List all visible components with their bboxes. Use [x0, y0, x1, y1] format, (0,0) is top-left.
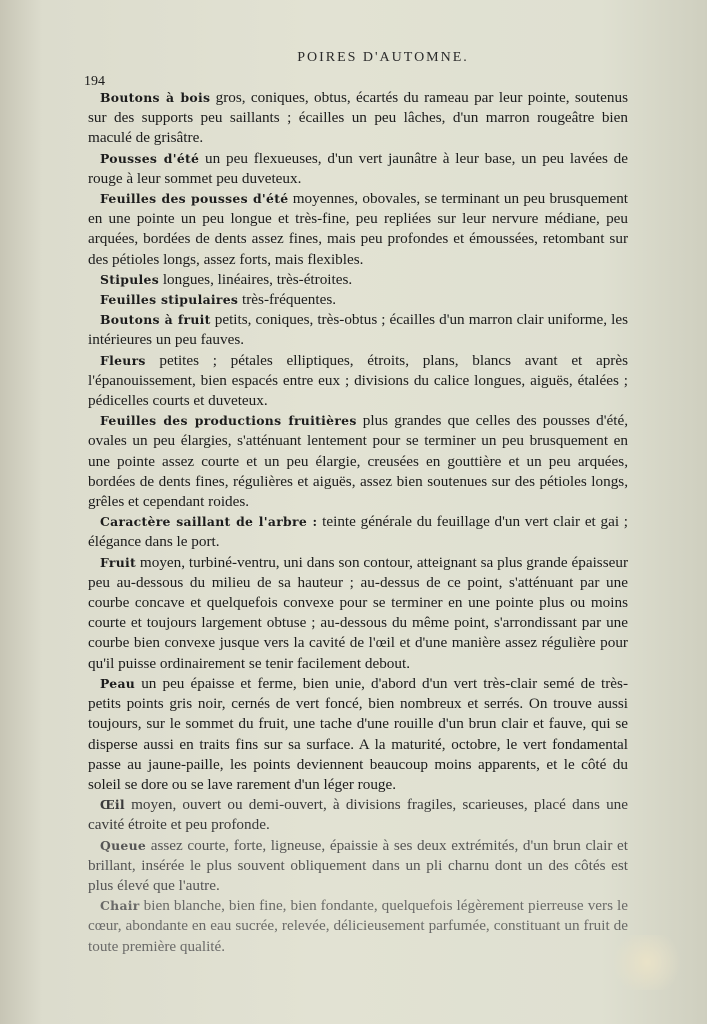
entry-text: moyennes, obovales, se terminant un peu brusquement en une pointe un peu longue et très-fine, peu repliées sur leur nervure médiane, peu arquées, bordées de dents assez fines, mais peu profondes et émoussées, retombant sur des pétioles longs, assez forts, mais flexibles. — [88, 190, 629, 268]
entry-term: Fleurs — [100, 352, 146, 368]
entry-text: moyen, turbiné-ventru, uni dans son contour, atteignant sa plus grande épaisseur peu au-dessous du milieu de sa hauteur ; au-dessus de ce point, s'atténuant par une courbe concave et quelquefois convexe pour se terminer en une pointe plus ou moins courte et toujours largement obtuse ; au-dessous du même point, s'arrondissant par une courbe bien convexe jusque vers la cavité de l'œil et d'une manière assez régulière pour qu'il puisse ordinairement se tenir facilement debout. — [88, 553, 628, 672]
entry-chair — [88, 896, 628, 957]
entry-term: Caractère saillant de l'arbre : — [100, 514, 318, 530]
entry-boutons-a-fruit — [88, 310, 628, 350]
entry-text: plus grandes que celles des pousses d'été, ovales un peu élargies, s'atténuant lentement pour se terminer un peu brusquement en une pointe assez courte et un peu élargie, creusées en gouttière et un peu arquées, bordées de dents fines, régulières et aiguës, assez bien soutenues sur des pétioles longs, grêles et cependant roides. — [88, 412, 628, 511]
entry-term: Fruit — [100, 554, 137, 570]
entry-term: Peau — [100, 675, 136, 691]
entry-boutons-a-bois — [88, 88, 628, 149]
entry-term: Feuilles des productions fruitières — [100, 413, 357, 429]
entry-text: assez courte, forte, ligneuse, épaissie à ses deux extrémités, d'un brun clair et brillant, insérée le plus souvent obliquement dans un pli charnu dont un des côtés est plus élevé que l'autre. — [88, 836, 629, 894]
entry-text: teinte générale du feuillage d'un vert clair et gai ; élégance dans le port. — [88, 513, 629, 551]
entry-text: un peu flexueuses, d'un vert jaunâtre à leur base, un peu lavées de rouge à leur sommet peu duveteux. — [88, 149, 629, 187]
entry-feuilles-des-pousses — [88, 189, 628, 270]
entry-term: Stipules — [100, 271, 160, 287]
entry-feuilles-des-productions — [88, 411, 628, 512]
entry-term: Boutons à fruit — [100, 312, 211, 328]
entry-text: gros, coniques, obtus, écartés du rameau par leur pointe, soutenus sur des supports peu saillants ; écailles un peu lâches, d'un marron rougeâtre bien maculé de grisâtre. — [88, 89, 629, 147]
entry-feuilles-stipulaires — [88, 290, 628, 310]
entry-queue — [88, 836, 628, 897]
entry-term: Boutons à bois — [100, 90, 211, 105]
running-head: POIRES D'AUTOMNE. — [297, 50, 469, 65]
page-number: 194 — [84, 74, 105, 89]
entry-text: petits, coniques, très-obtus ; écailles d'un marron clair uniforme, les intérieures un peu fauves. — [88, 311, 629, 349]
entry-pousses-d-ete — [88, 149, 628, 189]
entry-peau — [88, 674, 628, 795]
paper-stain — [607, 935, 687, 990]
entry-text: très-fréquentes. — [242, 291, 337, 309]
entry-term: Chair — [100, 898, 140, 914]
entry-fruit — [88, 553, 628, 674]
entry-text: bien blanche, bien fine, bien fondante, quelquefois légèrement pierreuse vers le cœur, abondante en eau sucrée, relevée, délicieusement parfumée, constituant un fruit de toute première qualité. — [88, 897, 628, 955]
entry-caractere — [88, 512, 628, 552]
entry-term: Queue — [100, 837, 147, 853]
entry-term: Œil — [100, 797, 125, 813]
entry-text: moyen, ouvert ou demi-ouvert, à divisions fragiles, scarieuses, placé dans une cavité étroite et peu profonde. — [88, 796, 628, 834]
entry-stipules — [88, 270, 628, 290]
entry-fleurs — [88, 351, 628, 412]
entry-term: Feuilles stipulaires — [100, 292, 239, 308]
entry-oeil — [88, 795, 628, 835]
entry-term: Feuilles des pousses d'été — [100, 191, 289, 207]
entry-text: un peu épaisse et ferme, bien unie, d'abord d'un vert très-clair semé de très-petits points gris noir, cernés de vert foncé, bien nombreux et serrés. On trouve aussi toujours, sur le sommet du fruit, une tache d'une rouille d'un brun clair et fauve, qui se disperse aussi en traits fins sur sa surface. A la maturité, octobre, le vert fondamental passe au jaune-paille, les points deviennent beaucoup moins apparents, et le côté du soleil se dore ou se lave rarement d'un léger rouge. — [88, 674, 629, 793]
entry-text: petites ; pétales elliptiques, étroits, plans, blancs avant et après l'épanouissement, bien espacés entre eux ; divisions du calice longues, aiguës, étalées ; pédicelles courts et duveteux. — [88, 351, 629, 410]
page-content — [84, 50, 629, 957]
entry-text: longues, linéaires, très-étroites. — [162, 270, 353, 288]
entry-term: Pousses d'été — [100, 150, 200, 166]
